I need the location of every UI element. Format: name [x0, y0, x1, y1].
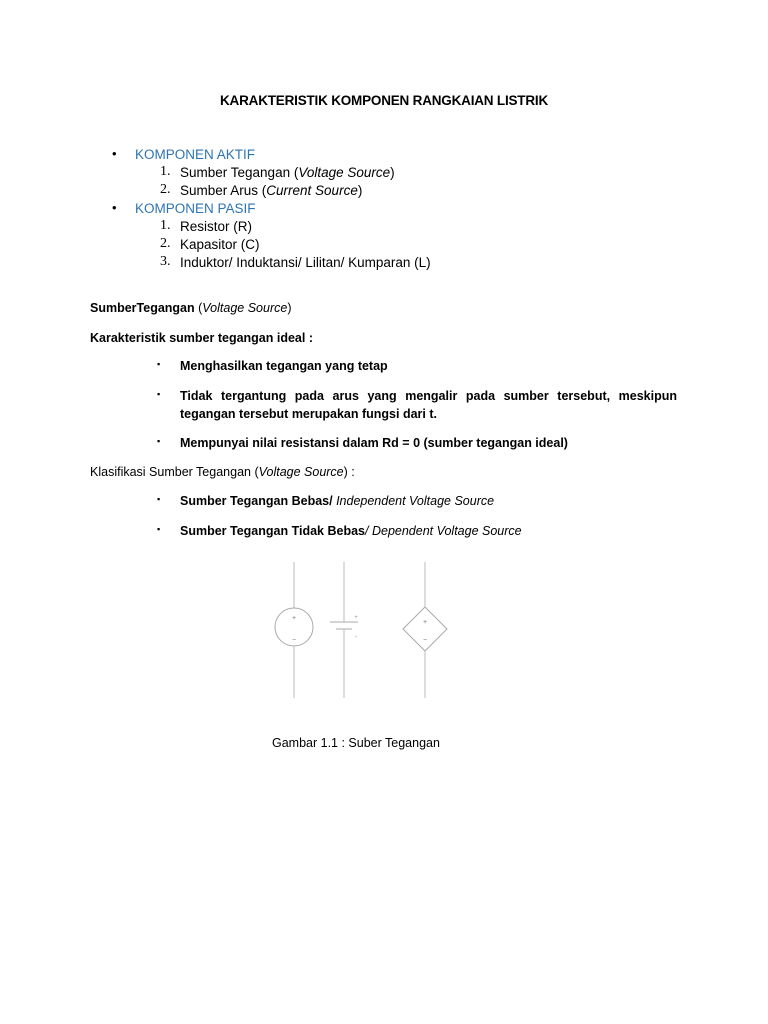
list-number: 1.: [160, 164, 171, 179]
classification-item: Sumber Tegangan Bebas/ Independent Voltage Source: [180, 494, 495, 508]
list-number: 2.: [160, 182, 171, 197]
characteristic-item: Menghasilkan tegangan yang tetap: [180, 359, 388, 373]
list-number: 2.: [160, 236, 171, 251]
bullet-icon: •: [112, 146, 117, 161]
plus-sign: +: [422, 619, 428, 626]
outline-heading-pasif: KOMPONEN PASIF: [135, 201, 256, 216]
list-item: Kapasitor (C): [180, 237, 260, 252]
figure-caption: Gambar 1.1 : Suber Tegangan: [272, 736, 440, 750]
characteristic-item: Mempunyai nilai resistansi dalam Rd = 0 (sumber tegangan ideal): [180, 436, 568, 450]
list-item: Resistor (R): [180, 219, 253, 234]
document-title: KARAKTERISTIK KOMPONEN RANGKAIAN LISTRIK: [220, 93, 548, 108]
section-heading: SumberTegangan (Voltage Source): [90, 301, 292, 315]
classification-heading: Klasifikasi Sumber Tegangan (Voltage Source) :: [90, 465, 355, 479]
list-number: 3.: [160, 254, 171, 269]
list-number: 1.: [160, 218, 171, 233]
square-bullet-icon: ▪: [157, 389, 161, 399]
square-bullet-icon: ▪: [157, 524, 161, 534]
characteristic-item: Tidak tergantung pada arus yang mengalir pada sumber tersebut, meskipun tegangan tersebut merupakan fungsi dari t.: [180, 389, 677, 421]
list-item: Induktor/ Induktansi/ Lilitan/ Kumparan (L): [180, 255, 431, 270]
list-item: Sumber Tegangan (Voltage Source): [180, 165, 395, 180]
voltage-source-diagram: [260, 558, 460, 704]
square-bullet-icon: ▪: [157, 436, 161, 446]
outline-heading-aktif: KOMPONEN AKTIF: [135, 147, 256, 162]
minus-sign: −: [291, 637, 297, 644]
square-bullet-icon: ▪: [157, 494, 161, 504]
plus-sign: +: [354, 615, 358, 621]
square-bullet-icon: ▪: [157, 359, 161, 369]
minus-sign: −: [422, 637, 428, 644]
list-item: Sumber Arus (Current Source): [180, 183, 363, 198]
characteristics-heading: Karakteristik sumber tegangan ideal :: [90, 331, 313, 345]
classification-item: Sumber Tegangan Tidak Bebas/ Dependent Voltage Source: [180, 524, 522, 538]
bullet-icon: •: [112, 200, 117, 215]
plus-sign: +: [291, 615, 297, 622]
dependent-source-symbol: [403, 607, 447, 651]
minus-sign: −: [354, 634, 358, 640]
